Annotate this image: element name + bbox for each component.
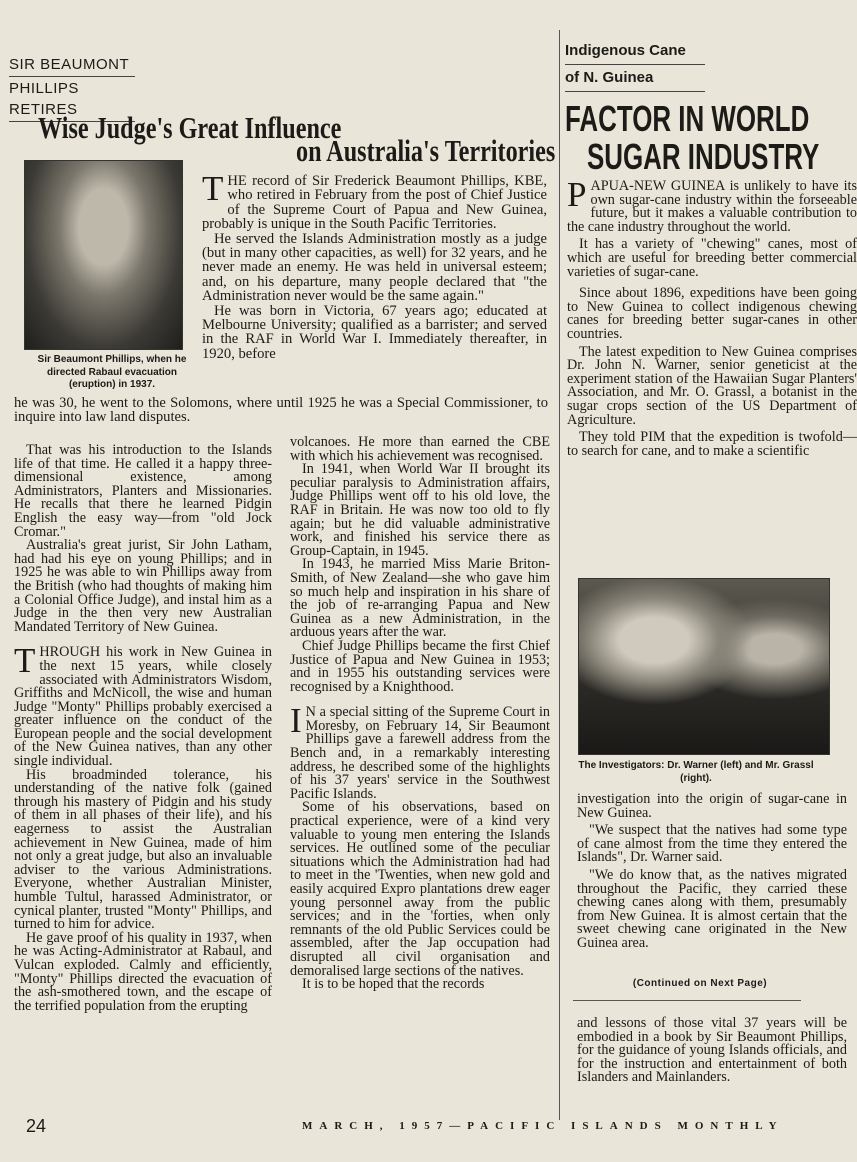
col1-paragraph-2: Australia's great jurist, Sir John Latham, had had his eye on young Phillips; and in 1925 he was able to win Phillips away from the British (who had thoughts of making him a Colonial Office Judge), and instal him as a Judge in the then very new Australian Mandated Territory of New Guinea. <box>14 537 272 635</box>
right-upper-text <box>567 175 857 459</box>
right-dropcap: P <box>567 175 587 214</box>
right-paragraph-5: They told PIM that the expedition is twofold—to search for cane, and to make a scientific <box>567 429 857 459</box>
col1-dropcap: T <box>14 641 36 681</box>
right-separator <box>573 1000 801 1001</box>
intro-dropcap: T <box>202 169 224 208</box>
intro-paragraph-2: He served the Islands Administration mostly as a judge (but in many other capacities, as well) for 32 years, and he never made an enemy. He was held in universal esteem; and, on his departure, many people declared that "the Administration never would be the same again." <box>202 230 547 305</box>
right-paragraph-8: "We do know that, as the natives migrated throughout the Pacific, they carried these chewing canes along with them, presumably from New Guinea. It is almost certain that the sweet chewing cane originated in the New Guinea area. <box>577 866 847 951</box>
left-headline-line1: Wise Judge's Great Influence <box>38 110 342 145</box>
right-paragraph-4: The latest expedition to New Guinea comprises Dr. John N. Warner, senior geneticist at the experiment station of the Hawaiian Sugar Planters' Association, and Mr. O. Grassl, a botanist in the sugar crops section of the US Department of Agriculture. <box>567 343 857 428</box>
left-kicker-line2: PHILLIPS RETIRES <box>9 79 135 122</box>
col2-paragraph-4: Chief Judge Phillips became the first Chief Justice of Papua and New Guinea in 1953; and in 1955 his outstanding services were recognised by a Knighthood. <box>290 637 550 695</box>
right-paragraph-6: investigation into the origin of sugar-cane in New Guinea. <box>577 791 847 821</box>
col1-paragraph-5: He gave proof of his quality in 1937, when he was Acting-Administrator at Rabaul, and Vulcan exploded. Calmly and efficiently, "Monty" Phillips directed the evacuation of the ash-smothered town, and the escape of the terrified population from the erupting <box>14 929 272 1014</box>
continued-note: (Continued on Next Page) <box>632 978 768 989</box>
col1-paragraph-4: His broadminded tolerance, his understanding of the native folk (gained through his mastery of Pidgin and his study of them in all phases of their life), and his eagerness to assist the Australian achievement in New Guinea, made of him not only a great judge, but also an invaluable adviser to the various Administrations. Everyone, whether Australian Minister, humble Tultul, harassed Administrator, or cynical planter, trusted "Monty" Phillips, and turned to him for advice. <box>14 766 272 933</box>
intro-paragraph-1: HE record of Sir Frederick Beaumont Phillips, KBE, who retired in February from the post of Chief Justice of the Supreme Court of Papua and New Guinea, probably is unique in the South Pacific Territories. <box>202 173 547 233</box>
portrait-caption: Sir Beaumont Phillips, when he directed Rabaul evacuation (eruption) in 1937. <box>37 354 187 390</box>
right-paragraph-7: "We suspect that the natives had some type of cane almost from the time they entered the Islands", Dr. Warner said. <box>577 822 847 866</box>
col2-paragraph-5: N a special sitting of the Supreme Court in Moresby, on February 14, Sir Beaumont Phillips gave a farewell address from the Bench and, in a remarkably interesting address, he described some of the highlights of his 37 years' service in the Southwest Pacific Islands. <box>290 704 550 802</box>
col2-paragraph-6: Some of his observations, based on practical experience, were of a kind very valuable to young men entering the Islands services. He outlined some of the peculiar situations which the Administration had had to meet in the 'Twenties, when new gold and easily acquired Expro plantations drew eager young personnel away from the public services; and in the 'forties, when only remnants of the old Public Services could be assembled, after the Jap occupation had disrupted all civil organisation and demoralised large sections of the natives. <box>290 799 550 979</box>
right-paragraph-1: APUA-NEW GUINEA is unlikely to have its own sugar-cane industry within the forseeable future, but it makes a valuable contribution to the cane industry throughout the world. <box>567 178 857 235</box>
intro-paragraph-3: He was born in Victoria, 67 years ago; educated at Melbourne University; qualified as a barrister; and served in the RAF in World War I. Immediately thereafter, in 1920, before <box>202 302 547 362</box>
right-paragraph-3: Since about 1896, expeditions have been going to New Guinea to collect indigenous chewing canes for breeding better sugar-canes in other countries. <box>567 285 857 342</box>
right-kicker-line2: of N. Guinea <box>565 65 705 92</box>
intro-wide-text <box>14 396 548 425</box>
col2-paragraph-1: volcanoes. He more than earned the CBE with which his achievement was recognised. <box>290 434 550 464</box>
article-divider <box>559 30 560 1120</box>
left-headline-line2: on Australia's Territories <box>296 133 556 168</box>
col1-paragraph-1: That was his introduction to the Islands life of that time. He called it a happy three-dimensional existence, among Administrators, Planters and Missionaries. He recalls that there he learned Pidgin English the easy way—from "old Jock Cromar." <box>14 442 272 540</box>
right-paragraph-2: It has a variety of "chewing" canes, most of which are useful for breeding better commercial varieties of sugar-cane. <box>567 236 857 280</box>
right-book-text <box>577 1017 847 1085</box>
footer-publication-line: MARCH, 1957—PACIFIC ISLANDS MONTHLY <box>302 1120 784 1132</box>
page-number: 24 <box>26 1116 47 1136</box>
portrait-photo <box>24 160 183 350</box>
col2-paragraph-3: In 1943, he married Miss Marie Briton-Smith, of New Zealand—she who gave him so much help and inspiration in his share of the job of re-arranging Papua and New Guinea as a new Administration, in the arduous years after the war. <box>290 556 550 641</box>
right-kicker <box>565 38 705 92</box>
investigators-caption: The Investigators: Dr. Warner (left) and Mr. Grassl (right). <box>578 760 814 784</box>
left-column-1 <box>14 444 272 1104</box>
right-lower-text <box>577 793 847 951</box>
col2-dropcap: I <box>290 701 302 741</box>
intro-text <box>202 169 547 362</box>
right-article <box>565 0 857 1120</box>
right-headline-line1: FACTOR IN WORLD <box>565 98 810 139</box>
left-column-2 <box>290 436 550 1104</box>
right-headline-line2: SUGAR INDUSTRY <box>587 136 820 177</box>
right-paragraph-9: and lessons of those vital 37 years will be embodied in a book by Sir Beaumont Phillips, for the guidance of young Islands officials, and for the instruction and entertainment of both Islanders and Mainlanders. <box>577 1015 847 1086</box>
left-kicker-line1: SIR BEAUMONT <box>9 55 135 77</box>
col1-paragraph-3: HROUGH his work in New Guinea in the next 15 years, while closely associated with Administrators Wisdom, Griffiths and McNicoll, the wise and human Judge "Monty" Phillips probably exercised a greater influence on the conduct of the European people and the social development of the New Guinea natives, than any other single individual. <box>14 644 272 770</box>
intro-wide-paragraph: he was 30, he went to the Solomons, where until 1925 he was a Special Commissioner, to inquire into law land disputes. <box>14 395 548 426</box>
col2-paragraph-2: In 1941, when World War II brought its peculiar paralysis to Administration affairs, Judge Phillips went off to his old love, the RAF in Britain. He was now too old to fly again; but he did valuable administrative work, and finished his service there as Group-Captain, in 1945. <box>290 461 550 559</box>
col2-paragraph-7: It is to be hoped that the records <box>302 976 485 993</box>
right-kicker-line1: Indigenous Cane <box>565 38 705 65</box>
investigators-photo <box>578 578 830 755</box>
